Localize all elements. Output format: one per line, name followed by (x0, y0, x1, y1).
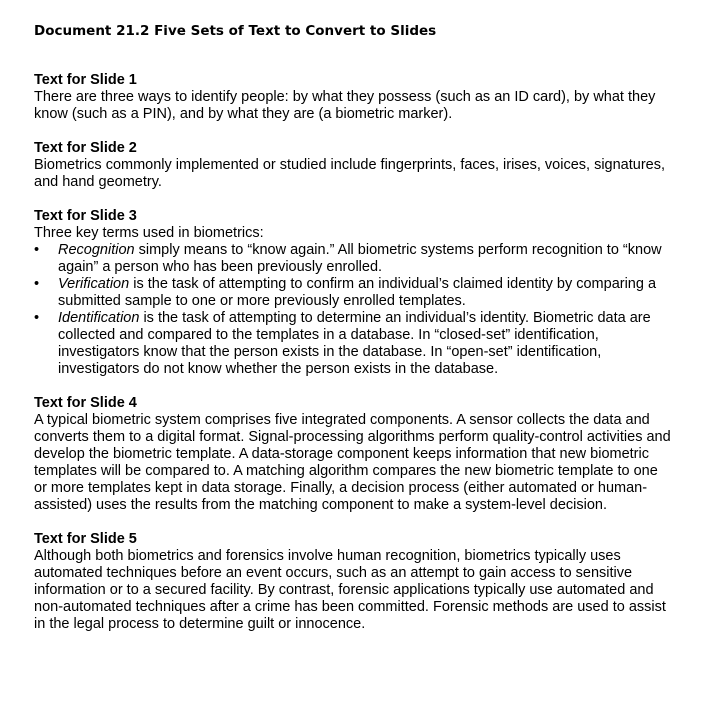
section-heading: Text for Slide 4 (34, 395, 137, 411)
document-page (34, 22, 674, 650)
section-heading: Text for Slide 5 (34, 531, 137, 547)
bullet-item-recognition (34, 242, 674, 276)
bullet-icon: • (34, 276, 40, 292)
section-body: Although both biometrics and forensics involve human recognition, biometrics typically uses automated techniques before an event occurs, such as an attempt to gain access to sensitive information or to a secured facility. By contrast, forensic applications typically use automated and non-automated techniques after a crime has been committed. Forensic methods are used to assist in the legal process to determine guilt or innocence. (34, 548, 666, 632)
section-slide-5 (34, 531, 674, 633)
bullet-term: Identification (58, 310, 140, 326)
section-body: There are three ways to identify people: by what they possess (such as an ID card), by what they know (such as a PIN), and by what they are (a biometric marker). (34, 89, 656, 122)
bullet-term: Recognition (58, 242, 135, 258)
section-slide-4 (34, 395, 674, 514)
section-body: Biometrics commonly implemented or studied include fingerprints, faces, irises, voices, signatures, and hand geometry. (34, 157, 666, 190)
bullet-list (34, 242, 674, 378)
section-heading: Text for Slide 3 (34, 208, 137, 224)
section-slide-3 (34, 208, 674, 378)
section-heading: Text for Slide 2 (34, 140, 137, 156)
bullet-item-verification (34, 276, 674, 310)
section-slide-1 (34, 72, 674, 123)
section-heading: Text for Slide 1 (34, 72, 137, 88)
section-body: A typical biometric system comprises five integrated components. A sensor collects the data and converts them to a digital format. Signal-processing algorithms perform quality-control activities and develop the biometric template. A data-storage component keeps information that new biometric templates will be compared to. A matching algorithm compares the new biometric template to one or more templates kept in data storage. Finally, a decision process (either automated or human-assisted) uses the results from the matching component to make a system-level decision. (34, 412, 671, 513)
bullet-text: simply means to “know again.” All biometric systems perform recognition to “know again” a person who has been previously enrolled. (58, 242, 662, 275)
bullet-text: is the task of attempting to determine an individual’s identity. Biometric data are collected and compared to the templates in a database. In “closed-set” identification, investigators know that the person exists in the database. In “open-set” identification, investigators do not know whether the person exists in the database. (58, 310, 651, 377)
bullet-item-identification (34, 310, 674, 378)
document-title: Document 21.2 Five Sets of Text to Convert to Slides (34, 23, 437, 39)
bullet-icon: • (34, 310, 40, 326)
section-slide-2 (34, 140, 674, 191)
bullet-term: Verification (58, 276, 130, 292)
bullet-text: is the task of attempting to confirm an individual’s claimed identity by comparing a submitted sample to one or more previously enrolled templates. (58, 276, 657, 309)
bullet-icon: • (34, 242, 40, 258)
section-intro: Three key terms used in biometrics: (34, 225, 264, 241)
